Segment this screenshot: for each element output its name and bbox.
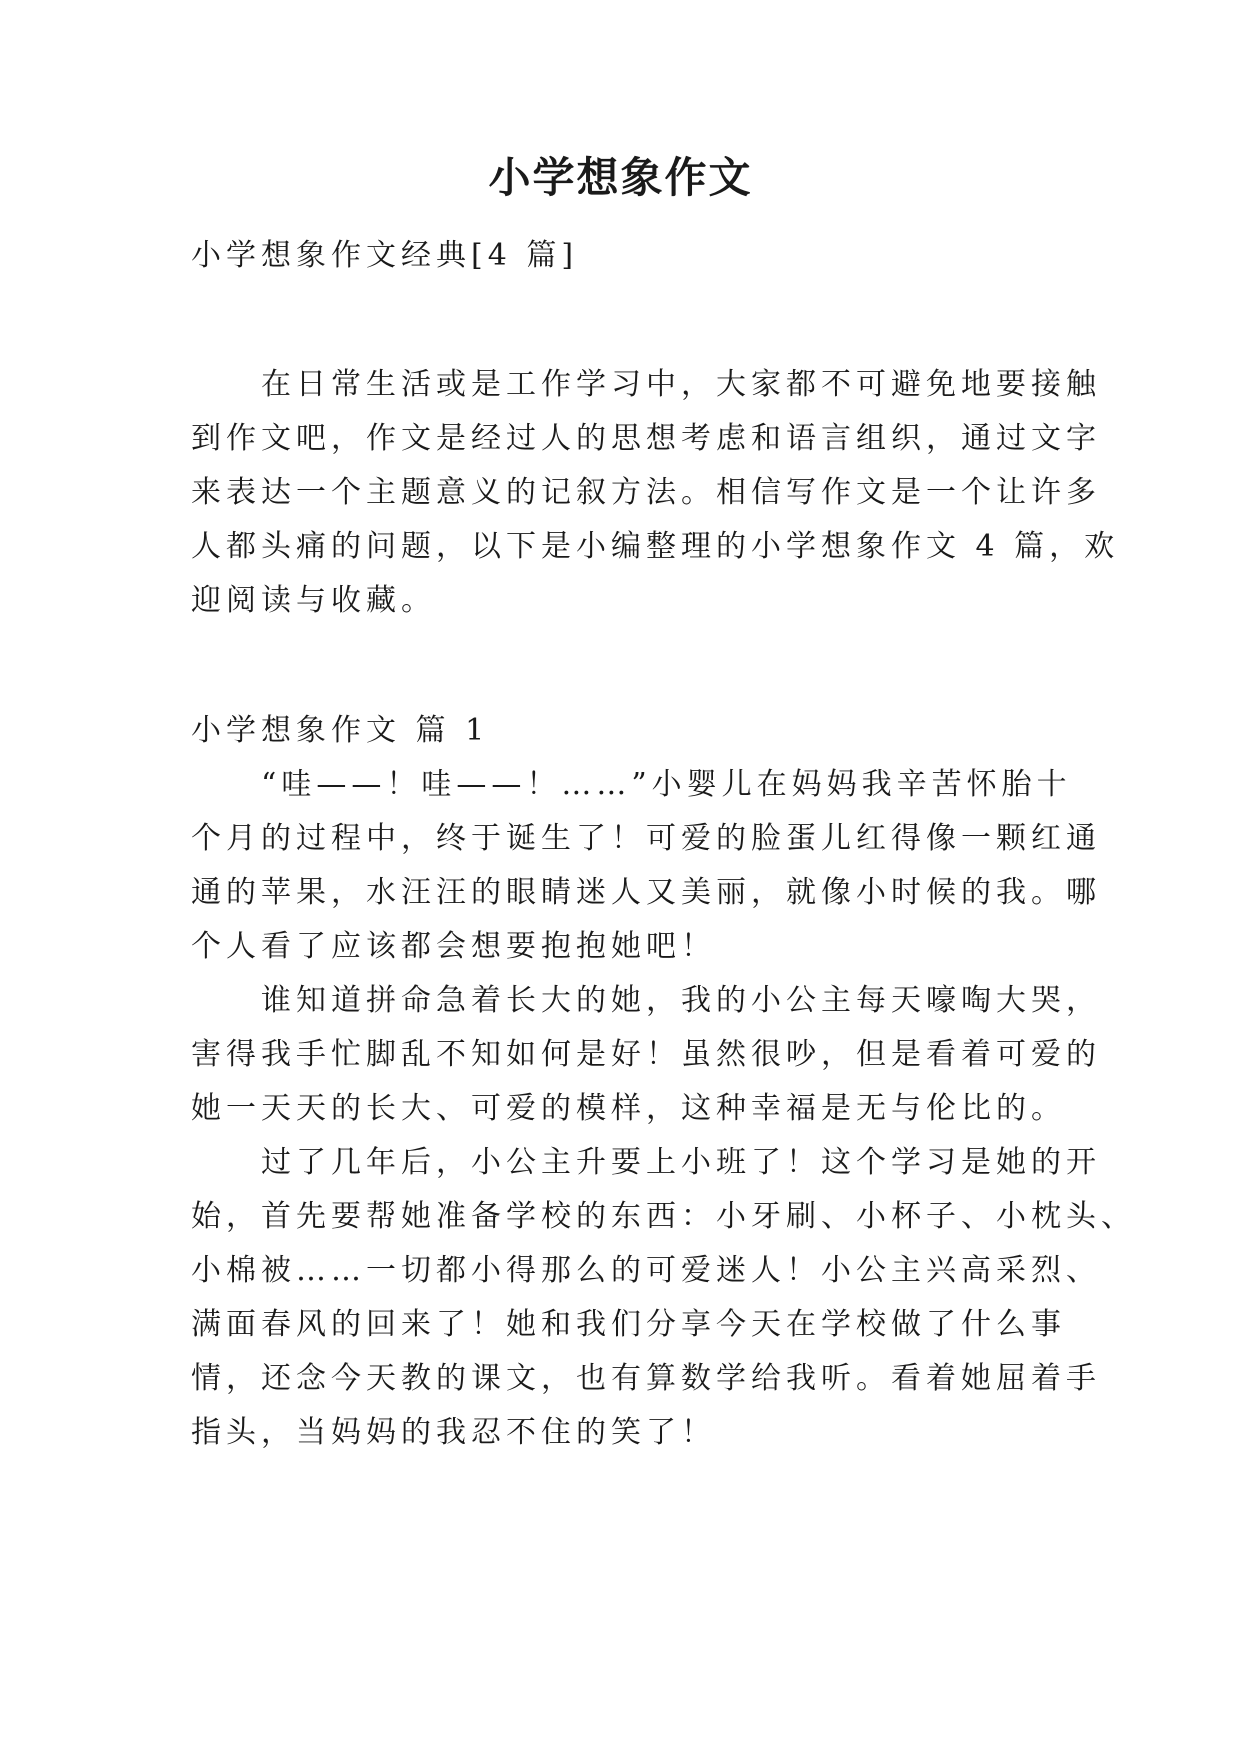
document-subtitle: 小学想象作文经典[4 篇] — [191, 238, 579, 273]
body-line-3: 通的苹果，水汪汪的眼睛迷人又美丽，就像小时候的我。哪 — [191, 875, 1101, 910]
intro-line-2: 到作文吧，作文是经过人的思想考虑和语言组织，通过文字 — [191, 421, 1101, 456]
intro-line-4: 人都头痛的问题，以下是小编整理的小学想象作文 4 篇，欢 — [191, 529, 1120, 564]
body-line-8: 过了几年后，小公主升要上小班了！这个学习是她的开 — [191, 1145, 1101, 1180]
body-line-13: 指头，当妈妈的我忍不住的笑了！ — [191, 1415, 716, 1450]
body-line-6: 害得我手忙脚乱不知如何是好！虽然很吵，但是看着可爱的 — [191, 1037, 1101, 1072]
body-line-11: 满面春风的回来了！她和我们分享今天在学校做了什么事 — [191, 1307, 1066, 1342]
body-line-5: 谁知道拼命急着长大的她，我的小公主每天嚎啕大哭， — [191, 983, 1101, 1018]
body-line-10: 小棉被……一切都小得那么的可爱迷人！小公主兴高采烈、 — [191, 1253, 1101, 1288]
intro-line-3: 来表达一个主题意义的记叙方法。相信写作文是一个让许多 — [191, 475, 1101, 510]
section-heading: 小学想象作文 篇 1 — [191, 713, 490, 748]
body-line-12: 情，还念今天教的课文，也有算数学给我听。看着她屈着手 — [191, 1361, 1101, 1396]
body-line-2: 个月的过程中，终于诞生了！可爱的脸蛋儿红得像一颗红通 — [191, 821, 1101, 856]
body-line-1: “哇——！哇——！……”小婴儿在妈妈我辛苦怀胎十 — [191, 767, 1072, 802]
body-line-7: 她一天天的长大、可爱的模样，这种幸福是无与伦比的。 — [191, 1091, 1066, 1126]
intro-line-1: 在日常生活或是工作学习中，大家都不可避免地要接触 — [191, 367, 1101, 402]
body-line-4: 个人看了应该都会想要抱抱她吧！ — [191, 929, 716, 964]
body-line-9: 始，首先要帮她准备学校的东西：小牙刷、小杯子、小枕头、 — [191, 1199, 1136, 1234]
document-title: 小学想象作文 — [488, 153, 753, 202]
intro-line-5: 迎阅读与收藏。 — [191, 583, 436, 618]
